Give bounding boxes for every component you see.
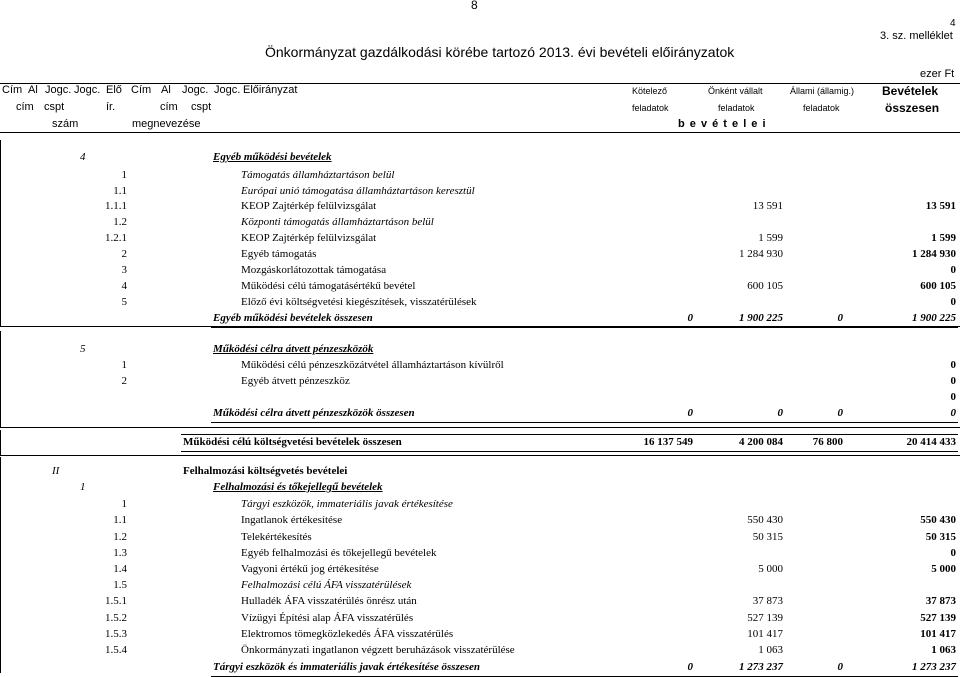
row-code-sub: 1.5	[113, 579, 127, 591]
row-value-3: 0	[837, 407, 843, 419]
row-code-sub: 5	[121, 296, 127, 308]
row-value-2: 1 284 930	[739, 248, 783, 260]
table-row	[0, 546, 960, 562]
row-name: Előző évi költségvetési kiegészítések, visszatérülések	[241, 296, 477, 308]
row-value-2: 4 200 084	[739, 436, 783, 448]
row-code-sub: 3	[121, 264, 127, 276]
row-underline	[181, 451, 958, 452]
row-value-4: 0	[950, 264, 956, 276]
row-name: Hulladék ÁFA visszatérülés önrész után	[241, 595, 417, 607]
row-name: Európai unió támogatása államháztartáson keresztül	[241, 185, 475, 197]
row-code-sub: 1.5.3	[105, 628, 127, 640]
header-feladatok-1: feladatok	[632, 103, 669, 113]
row-value-4: 0	[950, 391, 956, 403]
row-code-sub: 1.1.1	[105, 200, 127, 212]
row-value-4: 1 900 225	[912, 312, 956, 324]
header-kotelezo: Kötelező	[632, 86, 668, 96]
row-value-1: 0	[687, 407, 693, 419]
row-code-main: 1	[80, 481, 86, 493]
table-row	[0, 295, 960, 311]
row-code-sub: 2	[121, 375, 127, 387]
row-name: Működési célra átvett pénzeszközök összesen	[213, 407, 415, 419]
row-value-1: 0	[687, 661, 693, 673]
row-code-sub: 1	[121, 498, 127, 510]
row-value-4: 101 417	[920, 628, 956, 640]
table-row	[0, 184, 960, 200]
row-value-2: 13 591	[752, 200, 783, 212]
row-value-1: 16 137 549	[643, 436, 693, 448]
table-row	[0, 530, 960, 546]
table-row	[0, 215, 960, 231]
header-feladatok-2: feladatok	[718, 103, 755, 113]
row-value-4: 20 414 433	[906, 436, 956, 448]
table-row	[0, 406, 960, 422]
row-name: Egyéb átvett pénzeszköz	[241, 375, 350, 387]
row-value-4: 550 430	[920, 514, 956, 526]
row-name: Vagyoni értékű jog értékesítése	[241, 563, 379, 575]
header-elo: Elő	[106, 84, 122, 96]
header-bevetelek: Bevételek	[882, 84, 939, 98]
row-value-3: 0	[837, 312, 843, 324]
row-name: Egyéb felhalmozási és tőkejellegű bevételek	[241, 547, 437, 559]
row-value-2: 1 273 237	[739, 661, 783, 673]
row-name: KEOP Zajtérkép felülvizsgálat	[241, 232, 377, 244]
row-value-4: 1 284 930	[912, 248, 956, 260]
table-row	[0, 390, 960, 406]
section-border	[0, 430, 1, 455]
row-code-sub: 1	[121, 359, 127, 371]
row-value-1: 0	[687, 312, 693, 324]
table-row	[0, 578, 960, 594]
row-value-2: 1 063	[758, 644, 783, 656]
table-row	[0, 464, 960, 480]
table-row	[0, 342, 960, 358]
row-value-2: 37 873	[752, 595, 783, 607]
row-value-2: 50 315	[752, 531, 783, 543]
row-name: Elektromos tömegközlekedés ÁFA visszatérülés	[241, 628, 454, 640]
header-onkent: Önként vállalt	[708, 86, 763, 96]
header-jogc-3: Jogc.	[182, 84, 209, 96]
row-name: Ingatlanok értékesítése	[241, 514, 343, 526]
header-osszesen: összesen	[885, 101, 940, 115]
row-value-4: 600 105	[920, 280, 956, 292]
header-cim-2: Cím	[131, 84, 152, 96]
row-code-sub: 1	[121, 169, 127, 181]
table-row	[0, 279, 960, 295]
row-code-sub: 1.4	[113, 563, 127, 575]
row-name: Működési célra átvett pénzeszközök	[213, 343, 374, 355]
table-row	[0, 263, 960, 279]
header-bevetelei: b e v é t e l e i	[678, 118, 767, 130]
row-name: Egyéb működési bevételek összesen	[213, 312, 373, 324]
table-row	[0, 480, 960, 496]
header-szam: szám	[52, 118, 79, 130]
section-separator	[0, 326, 960, 327]
row-value-2: 5 000	[758, 563, 783, 575]
row-value-4: 527 139	[920, 612, 956, 624]
row-value-4: 1 273 237	[912, 661, 956, 673]
header-jogc-1: Jogc.	[45, 84, 72, 96]
table-row	[0, 497, 960, 513]
row-code-sub: 1.1	[113, 514, 127, 526]
section-border	[0, 457, 1, 673]
row-code-sub: 4	[121, 280, 127, 292]
row-name: Működési célú támogatásértékű bevétel	[241, 280, 416, 292]
row-name: Önkormányzati ingatlanon végzett beruházások visszatérülése	[241, 644, 515, 656]
header-jogc-2: Jogc.	[74, 84, 101, 96]
row-value-4: 37 873	[925, 595, 956, 607]
page-number: 8	[471, 0, 478, 12]
row-value-2: 1 599	[758, 232, 783, 244]
row-name: Egyéb működési bevételek	[213, 151, 332, 163]
row-name: Tárgyi eszközök és immateriális javak értékesítése összesen	[213, 661, 481, 673]
page-title: Önkormányzat gazdálkodási körébe tartozó 2013. évi bevételi előirányzatok	[265, 44, 735, 60]
row-name: Telekértékesítés	[241, 531, 312, 543]
row-name: Támogatás államháztartáson belül	[241, 169, 395, 181]
row-code-sub: 1.2	[113, 531, 127, 543]
row-value-4: 50 315	[925, 531, 956, 543]
header-al: Al	[28, 84, 38, 96]
table-row	[0, 643, 960, 659]
row-name: Mozgáskorlátozottak támogatása	[241, 264, 387, 276]
annex-label: 3. sz. melléklet	[880, 30, 953, 42]
table-row	[0, 247, 960, 263]
section-border	[0, 140, 1, 326]
row-value-4: 0	[950, 407, 956, 419]
table-row	[0, 150, 960, 166]
row-code-sub: 1.2.1	[105, 232, 127, 244]
header-feladatok-3: feladatok	[803, 103, 840, 113]
section-separator	[0, 427, 960, 428]
unit-label: ezer Ft	[920, 68, 955, 80]
row-value-4: 1 599	[931, 232, 956, 244]
row-name: Tárgyi eszközök, immateriális javak értékesítése	[241, 498, 453, 510]
table-row	[0, 627, 960, 643]
header-cim-lower: cím	[16, 101, 34, 113]
row-value-2: 600 105	[747, 280, 783, 292]
table-row	[0, 611, 960, 627]
header-ir: ír.	[106, 101, 116, 113]
row-value-4: 13 591	[925, 200, 956, 212]
row-code-main: II	[52, 465, 60, 477]
row-value-4: 5 000	[931, 563, 956, 575]
header-megnevezese: megnevezése	[132, 118, 201, 130]
row-value-2: 550 430	[747, 514, 783, 526]
table-row	[0, 435, 960, 451]
annex-number: 4	[950, 18, 956, 29]
row-value-2: 101 417	[747, 628, 783, 640]
row-name: Felhalmozási és tőkejellegű bevételek	[213, 481, 383, 493]
row-value-4: 0	[950, 296, 956, 308]
row-code-sub: 1.3	[113, 547, 127, 559]
row-underline	[211, 327, 958, 328]
row-code-sub: 1.5.2	[105, 612, 127, 624]
row-code-sub: 1.2	[113, 216, 127, 228]
row-value-2: 0	[777, 407, 783, 419]
row-name: KEOP Zajtérkép felülvizsgálat	[241, 200, 377, 212]
row-value-4: 0	[950, 375, 956, 387]
row-code-sub: 1.5.1	[105, 595, 127, 607]
header-allami: Állami (államig.)	[790, 86, 855, 96]
section-separator	[0, 455, 960, 456]
row-code-main: 5	[80, 343, 86, 355]
table-row	[0, 374, 960, 390]
row-name: Felhalmozási célú ÁFA visszatérülések	[241, 579, 412, 591]
table-row	[0, 562, 960, 578]
row-code-sub: 2	[121, 248, 127, 260]
header-jogc-4: Jogc.	[214, 84, 241, 96]
row-name: Központi támogatás államháztartáson belül	[241, 216, 434, 228]
header-cim-lower-2: cím	[160, 101, 178, 113]
row-value-4: 0	[950, 547, 956, 559]
table-row	[0, 231, 960, 247]
header-cim: Cím	[2, 84, 23, 96]
row-underline	[211, 422, 958, 423]
row-value-2: 1 900 225	[739, 312, 783, 324]
table-row	[0, 660, 960, 676]
row-name: Felhalmozási költségvetés bevételei	[183, 465, 348, 477]
row-name: Működési célú pénzeszközátvétel államháztartáson kívülről	[241, 359, 504, 371]
header-cspt: cspt	[44, 101, 65, 113]
section-border	[0, 331, 1, 427]
header-eloiranyzat: Előirányzat	[243, 84, 298, 96]
row-value-4: 0	[950, 359, 956, 371]
row-code-sub: 1.5.4	[105, 644, 127, 656]
row-value-3: 0	[837, 661, 843, 673]
header-al-2: Al	[161, 84, 171, 96]
row-value-3: 76 800	[812, 436, 843, 448]
row-name: Egyéb támogatás	[241, 248, 317, 260]
row-name: Vízügyi Építési alap ÁFA visszatérülés	[241, 612, 414, 624]
header-cspt-2: cspt	[191, 101, 212, 113]
row-value-4: 1 063	[931, 644, 956, 656]
table-row	[0, 513, 960, 529]
row-value-2: 527 139	[747, 612, 783, 624]
row-code-main: 4	[80, 151, 86, 163]
table-row	[0, 168, 960, 184]
row-code-sub: 1.1	[113, 185, 127, 197]
table-row	[0, 594, 960, 610]
row-name: Működési célú költségvetési bevételek összesen	[183, 436, 402, 448]
row-overline	[181, 434, 958, 435]
table-row	[0, 199, 960, 215]
table-row	[0, 358, 960, 374]
table-row	[0, 311, 960, 327]
